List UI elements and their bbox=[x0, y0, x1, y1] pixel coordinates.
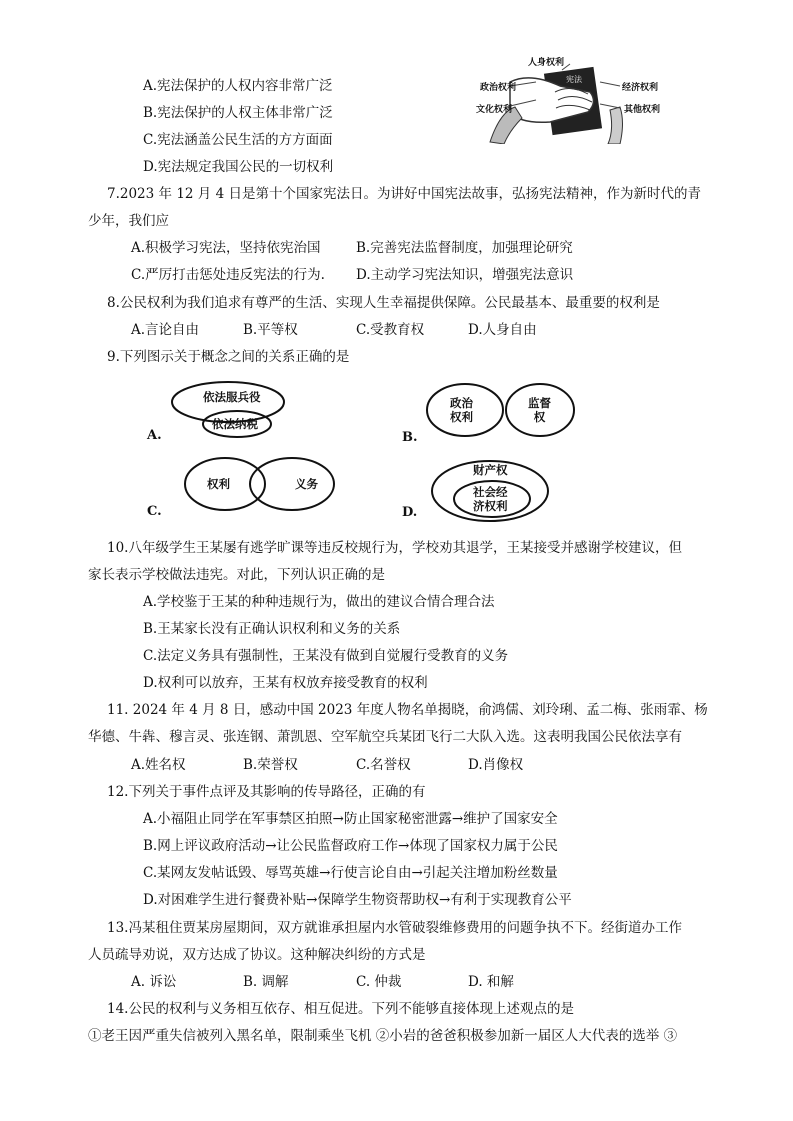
q7-stem-line1: 7.2023 年 12 月 4 日是第十个国家宪法日。为讲好中国宪法故事，弘扬宪法精神，作为新时代的青 bbox=[107, 186, 701, 202]
hand-on-book-illustration bbox=[470, 52, 670, 144]
q9-d-inner: 社会经 济权利 bbox=[473, 485, 508, 513]
q7-option-d[interactable]: D.主动学习宪法知识，增强宪法意识 bbox=[356, 267, 574, 283]
q13-option-b[interactable]: B. 调解 bbox=[243, 974, 289, 990]
q9-c-letter: C. bbox=[147, 504, 162, 519]
q9-c-right: 义务 bbox=[295, 477, 318, 491]
q8-option-c[interactable]: C.受教育权 bbox=[356, 322, 425, 338]
q12-option-d[interactable]: D.对困难学生进行餐费补贴→保障学生物资帮助权→有利于实现教育公平 bbox=[143, 892, 572, 908]
q8-option-d[interactable]: D.人身自由 bbox=[468, 322, 537, 338]
q6-book-text: 宪法 bbox=[566, 75, 582, 84]
q14-line2: ①老王因严重失信被列入黑名单，限制乘坐飞机 ②小岩的爸爸积极参加新一届区人大代表的选举 ③ bbox=[88, 1028, 678, 1044]
q11-option-c[interactable]: C.名誉权 bbox=[356, 757, 411, 773]
q9-stem: 9.下列图示关于概念之间的关系正确的是 bbox=[107, 349, 350, 365]
q9-a-letter: A. bbox=[147, 428, 162, 443]
q6-option-d[interactable]: D.宪法规定我国公民的一切权利 bbox=[143, 159, 334, 175]
q6-option-c[interactable]: C.宪法涵盖公民生活的方方面面 bbox=[143, 132, 333, 148]
q7-option-a[interactable]: A.积极学习宪法，坚持依宪治国 bbox=[131, 240, 321, 256]
q9-diagram-b[interactable] bbox=[400, 380, 580, 450]
q6-label-other: 其他权利 bbox=[624, 105, 661, 115]
q9-d-outer: 财产权 bbox=[473, 463, 508, 477]
q13-option-d[interactable]: D. 和解 bbox=[468, 974, 514, 990]
overlapping-circles-c bbox=[145, 452, 355, 522]
q6-label-political: 政治权利 bbox=[480, 83, 517, 93]
q11-option-b[interactable]: B.荣誉权 bbox=[243, 757, 298, 773]
q8-stem: 8.公民权利为我们追求有尊严的生活、实现人生幸福提供保障。公民最基本、最重要的权利是 bbox=[107, 295, 660, 311]
q10-option-a[interactable]: A.学校鉴于王某的种种违规行为，做出的建议合情合理合法 bbox=[143, 594, 495, 610]
q12-option-b[interactable]: B.网上评议政府活动→让公民监督政府工作→体现了国家权力属于公民 bbox=[143, 838, 558, 854]
q11-option-a[interactable]: A.姓名权 bbox=[131, 757, 186, 773]
q9-a-inner: 依法纳税 bbox=[212, 417, 258, 431]
q13-stem-line2: 人员疏导劝说，双方达成了协议。这种解决纠纷的方式是 bbox=[88, 947, 426, 963]
q10-option-c[interactable]: C.法定义务具有强制性，王某没有做到自觉履行受教育的义务 bbox=[143, 648, 509, 664]
q10-option-d[interactable]: D.权利可以放弃，王某有权放弃接受教育的权利 bbox=[143, 675, 428, 691]
q11-stem-line2: 华德、牛犇、穆言灵、张连钢、萧凯恩、空军航空兵某团飞行二大队入选。这表明我国公民依法享有 bbox=[88, 729, 682, 745]
q6-constitution-figure bbox=[470, 52, 670, 144]
q7-stem-line2: 少年，我们应 bbox=[88, 213, 169, 229]
q9-b-letter: B. bbox=[402, 430, 418, 445]
q6-label-cultural: 文化权利 bbox=[476, 105, 513, 115]
q9-a-outer: 依法服兵役 bbox=[203, 390, 261, 404]
q9-c-left: 权利 bbox=[207, 477, 230, 491]
q9-diagram-a[interactable] bbox=[145, 380, 315, 448]
separate-circles-b bbox=[400, 380, 580, 450]
q9-d-letter: D. bbox=[402, 505, 418, 520]
q6-label-economic: 经济权利 bbox=[622, 83, 659, 93]
q8-option-a[interactable]: A.言论自由 bbox=[131, 322, 200, 338]
q12-option-a[interactable]: A.小福阻止同学在军事禁区拍照→防止国家秘密泄露→维护了国家安全 bbox=[143, 811, 558, 827]
q6-option-b[interactable]: B.宪法保护的人权主体非常广泛 bbox=[143, 105, 333, 121]
q10-stem-line1: 10.八年级学生王某屡有逃学旷课等违反校规行为，学校劝其退学，王某接受并感谢学校建议，但 bbox=[107, 540, 682, 556]
q7-option-c[interactable]: C.严厉打击惩处违反宪法的行为. bbox=[131, 267, 325, 283]
q9-b-left: 政治 权利 bbox=[450, 396, 473, 424]
q12-stem: 12.下列关于事件点评及其影响的传导路径，正确的有 bbox=[107, 784, 426, 800]
q10-option-b[interactable]: B.王某家长没有正确认识权利和义务的关系 bbox=[143, 621, 401, 637]
q11-option-d[interactable]: D.肖像权 bbox=[468, 757, 524, 773]
q9-diagram-c[interactable] bbox=[145, 452, 355, 522]
q11-stem-line1: 11. 2024 年 4 月 8 日，感动中国 2023 年度人物名单揭晓，俞鸿儒、刘玲琍、孟二梅、张雨霏、杨 bbox=[107, 702, 708, 718]
q12-option-c[interactable]: C.某网友发帖诋毁、辱骂英雄→行使言论自由→引起关注增加粉丝数量 bbox=[143, 865, 558, 881]
q8-option-b[interactable]: B.平等权 bbox=[243, 322, 298, 338]
q7-option-b[interactable]: B.完善宪法监督制度，加强理论研究 bbox=[356, 240, 573, 256]
q13-option-a[interactable]: A. 诉讼 bbox=[131, 974, 177, 990]
q9-b-right: 监督 权 bbox=[528, 396, 551, 424]
q13-option-c[interactable]: C. 仲裁 bbox=[356, 974, 402, 990]
q13-stem-line1: 13.冯某租住贾某房屋期间，双方就谁承担屋内水管破裂维修费用的问题争执不下。经街道办工作 bbox=[107, 920, 682, 936]
q14-stem: 14.公民的权利与义务相互依存、相互促进。下列不能够直接体现上述观点的是 bbox=[107, 1001, 574, 1017]
q10-stem-line2: 家长表示学校做法违宪。对此，下列认识正确的是 bbox=[88, 567, 385, 583]
q6-option-a[interactable]: A.宪法保护的人权内容非常广泛 bbox=[143, 78, 333, 94]
q9-diagram-d[interactable] bbox=[400, 455, 580, 525]
q6-label-personal: 人身权利 bbox=[528, 58, 565, 68]
